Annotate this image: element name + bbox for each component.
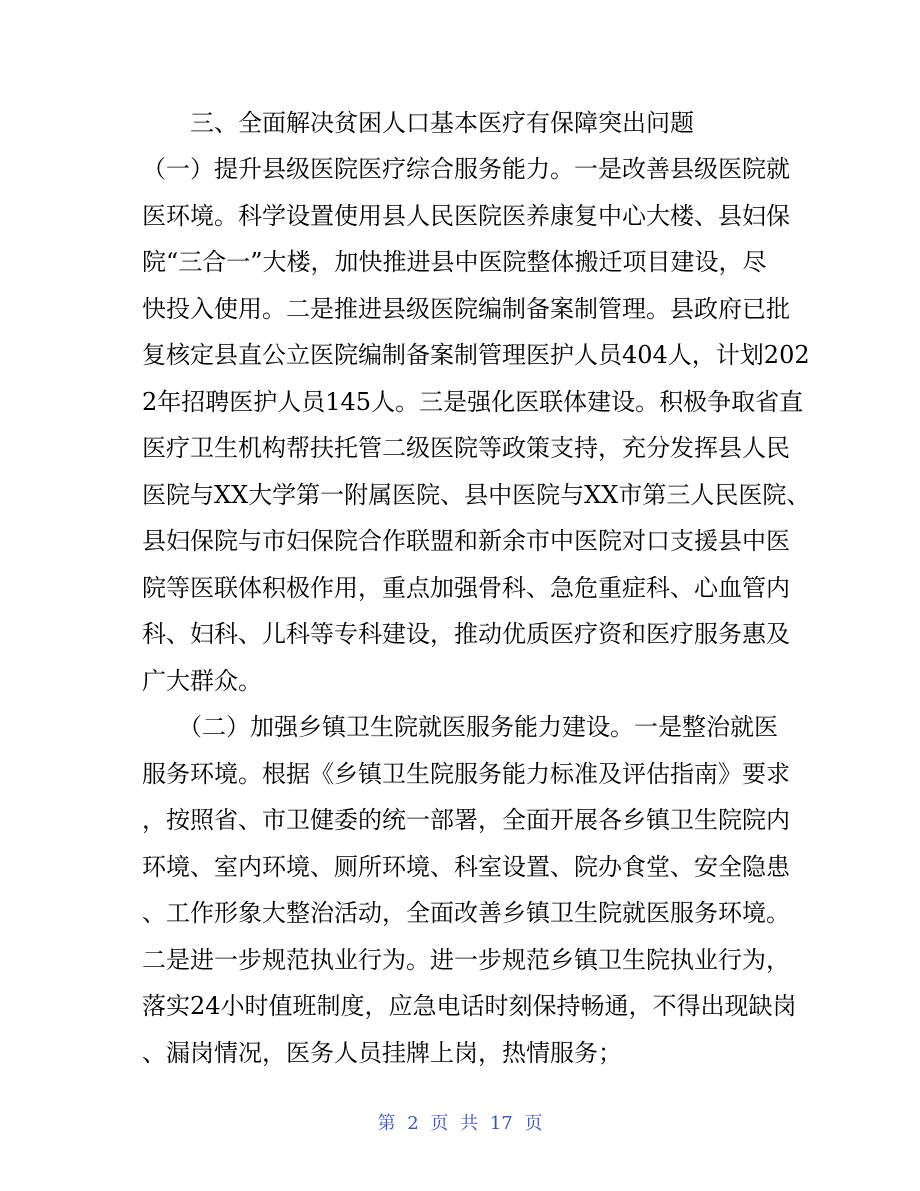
text-line: 三、全面解决贫困人口基本医疗有保障突出问题 xyxy=(142,109,694,137)
text-line: 复核定县直公立医院编制备案制管理医护人员404人，计划202 xyxy=(142,341,810,369)
text-line: 科、妇科、儿科等专科建设，推动优质医疗资和医疗服务惠及 xyxy=(142,620,790,648)
text-line: 、工作形象大整治活动，全面改善乡镇卫生院就医服务环境。 xyxy=(142,899,790,927)
text-line: 二是进一步规范执业行为。进一步规范乡镇卫生院执业行为， xyxy=(142,946,790,974)
text-line: 快投入使用。二是推进县级医院编制备案制管理。县政府已批 xyxy=(142,295,790,323)
text-line: 院等医联体积极作用，重点加强骨科、急危重症科、心血管内 xyxy=(142,574,790,602)
page-number-footer: 第 2 页 共 17 页 xyxy=(377,1113,543,1134)
text-line: 医疗卫生机构帮扶托管二级医院等政策支持，充分发挥县人民 xyxy=(142,434,790,462)
text-line: （二）加强乡镇卫生院就医服务能力建设。一是整治就医 xyxy=(142,713,778,741)
text-line: 环境、室内环境、厕所环境、科室设置、院办食堂、安全隐患 xyxy=(142,853,790,881)
text-line: 、漏岗情况，医务人员挂牌上岗，热情服务； xyxy=(142,1039,622,1067)
text-line: ，按照省、市卫健委的统一部署，全面开展各乡镇卫生院院内 xyxy=(142,806,790,834)
text-line: 2年招聘医护人员145人。三是强化医联体建设。积极争取省直 xyxy=(142,388,804,416)
text-line: 县妇保院与市妇保院合作联盟和新余市中医院对口支援县中医 xyxy=(142,527,790,555)
text-line: 落实24小时值班制度，应急电话时刻保持畅通，不得出现缺岗 xyxy=(142,992,797,1020)
text-line: 医院与XX大学第一附属医院、县中医院与XX市第三人民医院、 xyxy=(142,481,811,509)
text-line: 院“三合一”大楼，加快推进县中医院整体搬迁项目建设，尽 xyxy=(142,248,767,276)
text-line: （一）提升县级医院医疗综合服务能力。一是改善县级医院就 xyxy=(142,155,790,183)
text-line: 医环境。科学设置使用县人民医院医养康复中心大楼、县妇保 xyxy=(142,202,790,230)
text-line: 广大群众。 xyxy=(142,667,262,695)
text-line: 服务环境。根据《乡镇卫生院服务能力标准及评估指南》要求 xyxy=(142,760,790,788)
